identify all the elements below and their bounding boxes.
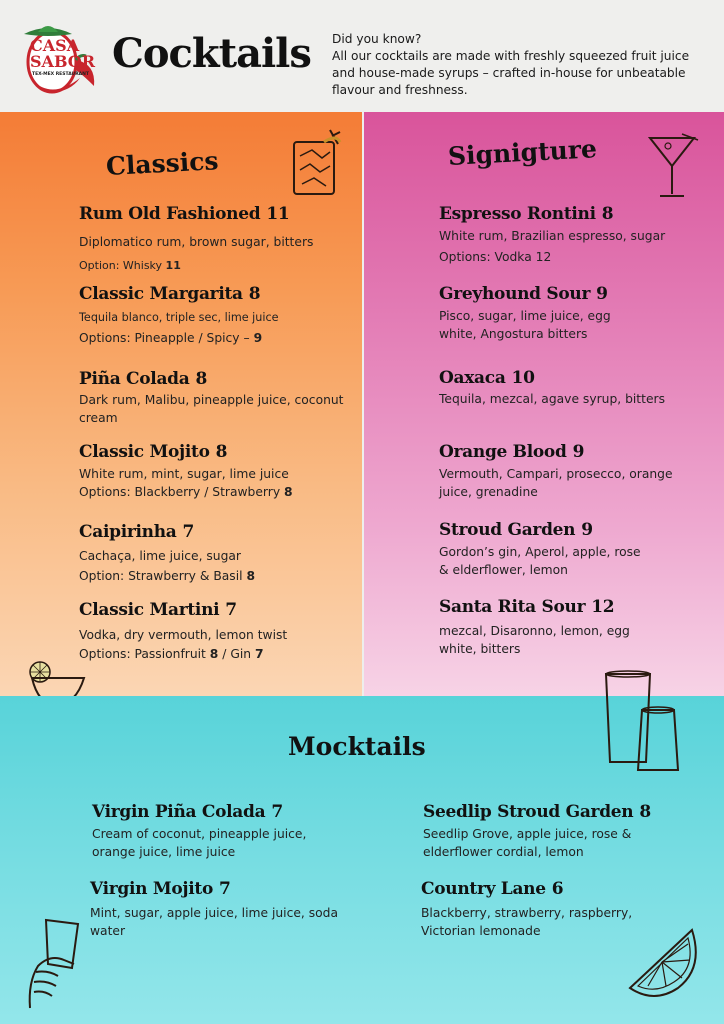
item-name: Santa Rita Sour [439, 597, 586, 617]
item-name: Greyhound Sour [439, 284, 591, 304]
item-price: 8 [215, 442, 228, 462]
menu-item [79, 204, 313, 275]
logo-line-casa: CASA [30, 36, 80, 55]
item-price: 9 [596, 284, 608, 304]
item-price: 6 [551, 879, 564, 899]
item-name: Piña Colada [79, 369, 190, 389]
mocktails-section [0, 696, 724, 1024]
item-description: Diplomatico rum, brown sugar, bitters [79, 235, 314, 249]
item-option: Option: Whisky 11 [79, 259, 181, 272]
item-name: Country Lane [421, 879, 546, 899]
classics-section [0, 112, 362, 696]
item-description: White rum, mint, sugar, lime juice [79, 467, 289, 481]
menu-item [439, 368, 665, 408]
did-you-know [332, 31, 712, 99]
item-price: 7 [225, 600, 237, 620]
item-description: Seedlip Grove, apple juice, rose & elderflower cordial, lemon [423, 827, 632, 859]
item-price: 9 [572, 442, 585, 462]
item-name: Espresso Rontini [439, 204, 596, 224]
header [0, 0, 724, 112]
item-price: 8 [195, 369, 208, 389]
casa-sabor-logo [22, 20, 106, 96]
tall-glasses-icon [600, 670, 684, 776]
item-price: 10 [511, 368, 535, 388]
item-option: Options: Passionfruit 8 / Gin 7 [79, 647, 264, 661]
classics-heading: Classics [105, 146, 220, 181]
item-price: 8 [601, 204, 614, 224]
menu-item [439, 520, 649, 579]
menu-item [92, 802, 352, 861]
item-description: Vermouth, Campari, prosecco, orange juice, grenadine [439, 467, 673, 499]
item-price: 7 [182, 522, 195, 542]
item-name: Classic Martini [79, 600, 220, 620]
item-description: Tequila blanco, triple sec, lime juice [79, 311, 279, 324]
item-price: 9 [581, 520, 593, 540]
signature-section [364, 112, 724, 696]
item-description: Mint, sugar, apple juice, lime juice, soda water [90, 906, 339, 938]
logo-line-sabor: SABOR [30, 52, 96, 71]
item-price: 11 [266, 204, 290, 224]
item-description: Vodka, dry vermouth, lemon twist [79, 628, 288, 642]
item-description: Gordon’s gin, Aperol, apple, rose & elderflower, lemon [439, 545, 641, 577]
old-fashioned-glass-icon [290, 126, 346, 198]
item-description: Cachaça, lime juice, sugar [79, 549, 241, 563]
menu-item [421, 879, 661, 940]
item-name: Stroud Garden [439, 520, 576, 540]
item-name: Classic Margarita [79, 284, 243, 304]
menu-item [439, 597, 639, 658]
item-name: Oaxaca [439, 368, 506, 388]
item-name: Rum Old Fashioned [79, 204, 261, 224]
item-description: White rum, Brazilian espresso, sugar [439, 229, 666, 243]
item-name: Orange Blood [439, 442, 567, 462]
citrus-slice-icon [626, 924, 700, 998]
item-price: 8 [639, 802, 651, 822]
item-description: Blackberry, strawberry, raspberry, Victorian lemonade [421, 906, 633, 938]
menu-item [439, 204, 665, 266]
page-title: Cocktails [112, 30, 311, 77]
item-price: 7 [271, 802, 283, 822]
item-option: Options: Blackberry / Strawberry 8 [79, 485, 293, 499]
item-option: Options: Vodka 12 [439, 250, 552, 264]
signature-heading: Signigture [447, 134, 598, 171]
menu-item [79, 600, 287, 663]
menu-item [423, 802, 663, 861]
item-name: Virgin Mojito [90, 879, 213, 899]
menu-item [79, 284, 279, 347]
item-description: Cream of coconut, pineapple juice, orange juice, lime juice [92, 827, 307, 859]
item-price: 12 [591, 597, 615, 617]
did-you-know-title: Did you know? [332, 32, 422, 46]
item-description: Dark rum, Malibu, pineapple juice, coconut cream [79, 393, 344, 425]
menu-item [439, 442, 684, 501]
menu-item [79, 369, 349, 427]
menu-item [439, 284, 629, 343]
item-price: 8 [248, 284, 261, 304]
item-name: Caipirinha [79, 522, 177, 542]
item-option: Option: Strawberry & Basil 8 [79, 569, 256, 583]
item-name: Seedlip Stroud Garden [423, 802, 634, 822]
hand-holding-glass-icon [22, 916, 86, 1012]
menu-item [79, 442, 293, 501]
item-description: mezcal, Disaronno, lemon, egg white, bitters [439, 624, 630, 656]
item-description: Pisco, sugar, lime juice, egg white, Angostura bitters [439, 309, 611, 341]
item-name: Virgin Piña Colada [92, 802, 266, 822]
logo-tagline: TEX-MEX RESTAURANT [32, 72, 89, 77]
item-name: Classic Mojito [79, 442, 210, 462]
martini-glass-icon [648, 132, 700, 200]
item-description: Tequila, mezcal, agave syrup, bitters [439, 392, 665, 406]
mocktails-heading: Mocktails [288, 732, 426, 761]
did-you-know-text: All our cocktails are made with freshly squeezed fruit juice and house-made syrups – crafted in-house for unbeatable flavour and freshness. [332, 49, 690, 97]
item-price: 7 [219, 879, 231, 899]
item-option: Options: Pineapple / Spicy – 9 [79, 331, 263, 345]
menu-item [90, 879, 352, 940]
menu-item [79, 522, 255, 585]
